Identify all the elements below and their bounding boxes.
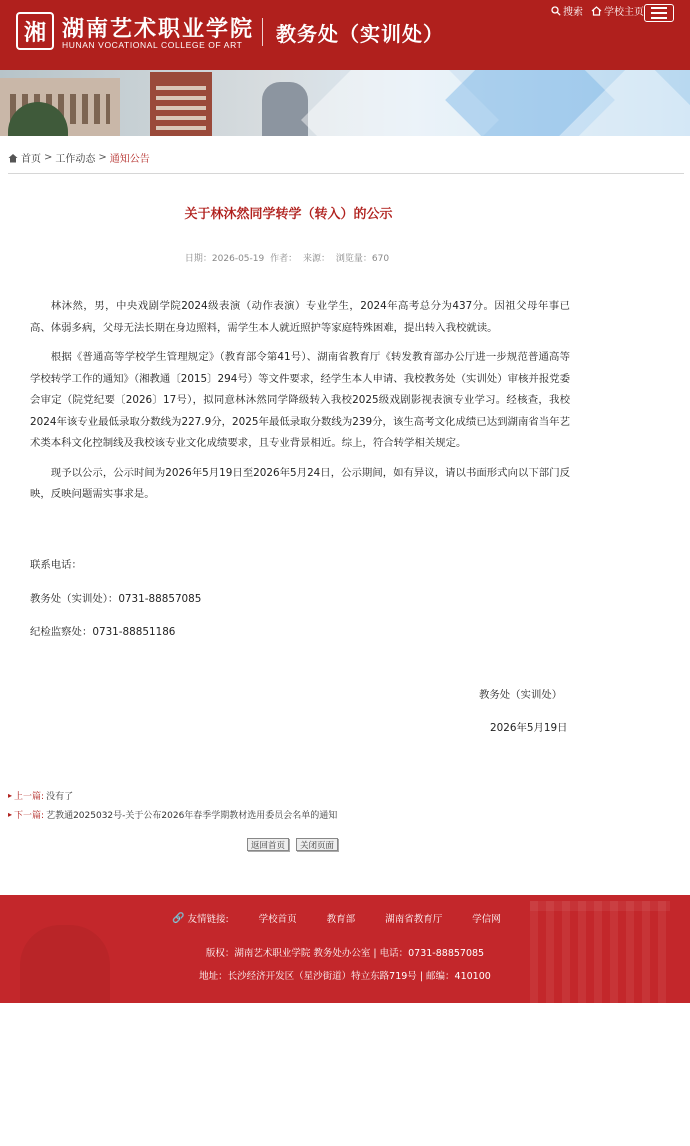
menu-icon-bar: [651, 17, 667, 19]
home-icon[interactable]: [8, 153, 18, 163]
prev-label: 上一篇:: [14, 792, 45, 802]
back-home-button[interactable]: 返回首页: [247, 838, 289, 851]
breadcrumb-separator: >: [44, 152, 53, 163]
contact-label: 联系电话：: [30, 559, 82, 571]
article-body: [30, 296, 570, 514]
department-name[interactable]: 教务处（实训处）: [276, 22, 444, 46]
top-links: [551, 3, 644, 18]
link-icon: 🔗: [172, 912, 185, 924]
school-name-en: HUNAN VOCATIONAL COLLEGE OF ART: [62, 40, 243, 50]
site-footer: [0, 895, 690, 1003]
friend-link-chsi[interactable]: 学信网: [472, 914, 501, 925]
breadcrumb-home[interactable]: 首页: [21, 154, 41, 165]
school-home-link[interactable]: [591, 3, 644, 18]
meta-date: 日期：2026-05-19: [184, 254, 265, 264]
breadcrumb-separator: >: [98, 152, 107, 163]
school-name[interactable]: 湖南艺术职业学院: [62, 16, 255, 42]
footer-copyright: 版权：湖南艺术职业学院 教务处办公室 | 电话：0731-88857085: [205, 948, 485, 959]
prev-link[interactable]: 没有了: [46, 792, 74, 802]
breadcrumb-current[interactable]: 通知公告: [109, 154, 150, 165]
site-header: [0, 0, 690, 70]
search-label: 搜索: [563, 7, 583, 18]
next-article: [8, 808, 337, 821]
banner-building: [150, 72, 212, 136]
next-link[interactable]: 艺教通2025032号-关于公布2026年春季学期教材选用委员会名单的通知: [46, 811, 338, 821]
contact-discipline-office: 纪检监察处：0731-88851186: [30, 626, 176, 638]
signature: 教务处（实训处）: [479, 689, 563, 701]
friend-link-hunan-edu[interactable]: 湖南省教育厅: [385, 914, 443, 925]
contact-academic-affairs: 教务处（实训处）：0731-88857085: [30, 593, 202, 605]
menu-button[interactable]: [644, 4, 674, 22]
breadcrumb-divider: [8, 173, 684, 174]
article-meta: [0, 251, 577, 264]
meta-author: 作者：: [270, 254, 298, 264]
meta-source: 来源：: [303, 254, 331, 264]
search-link[interactable]: [551, 3, 583, 18]
logo-seal-char: 湘: [23, 19, 46, 46]
menu-icon-bar: [651, 12, 667, 14]
article-paragraph: 现予以公示，公示时间为2026年5月19日至2026年5月24日，公示期间，如有异议，请以书面形式向以下部门反映，反映问题需实事求是。: [30, 466, 570, 500]
banner-building: [262, 82, 308, 136]
next-label: 下一篇:: [14, 811, 45, 821]
friend-link-moe[interactable]: 教育部: [326, 914, 356, 925]
arrow-icon: ▸: [8, 810, 13, 819]
close-page-button[interactable]: 关闭页面: [296, 838, 338, 851]
home-icon: [591, 6, 602, 16]
campus-banner: [0, 70, 690, 136]
school-logo[interactable]: [16, 12, 54, 50]
menu-icon: [651, 7, 667, 9]
friend-links-label: 友情链接:: [187, 914, 229, 925]
meta-views: 浏览量：670: [335, 254, 390, 264]
search-icon: [551, 6, 561, 16]
breadcrumb-section[interactable]: 工作动态: [55, 154, 96, 165]
school-home-label: 学校主页: [604, 7, 644, 18]
article-paragraph: 林沐然，男，中央戏剧学院2024级表演（动作表演）专业学生，2024年高考总分为437分。因祖父母年事已高、体弱多病，父母无法长期在身边照料，需学生本人就近照护等家庭特殊困难，提出转入我校就读。: [30, 300, 570, 334]
prev-article: [8, 789, 73, 802]
header-divider: [262, 18, 263, 46]
article-title: 关于林沐然同学转学（转入）的公示: [184, 207, 393, 222]
friend-links: [172, 911, 501, 925]
breadcrumb: [8, 150, 150, 165]
footer-decoration: [20, 925, 110, 1003]
sign-date: 2026年5月19日: [490, 722, 568, 734]
article-paragraph: 根据《普通高等学校学生管理规定》（教育部令第41号）、湖南省教育厅《转发教育部办公厅进一步规范普通高等学校转学工作的通知》（湘教通〔2015〕294号）等文件要求，经学生本人申请、我校教务处（实训处）审核并报党委会审定（院党纪要〔2026〕17号），拟同意林沐然同学降级转入我校2025级戏剧影视表演专业学习。经核查，我校2024年该专业最低录取分数线为227.9分，2025年最低录取分数线为239分，该生高考文化成绩已达到湖南省当年艺术类本科文化控制线及我校该专业文化成绩要求，且专业背景相近。综上，符合转学相关规定。: [30, 351, 570, 449]
arrow-icon: ▸: [8, 791, 13, 800]
friend-link-school-home[interactable]: 学校首页: [258, 914, 297, 925]
footer-address: 地址：长沙经济开发区（星沙街道）特立东路719号 | 邮编：410100: [199, 971, 491, 982]
